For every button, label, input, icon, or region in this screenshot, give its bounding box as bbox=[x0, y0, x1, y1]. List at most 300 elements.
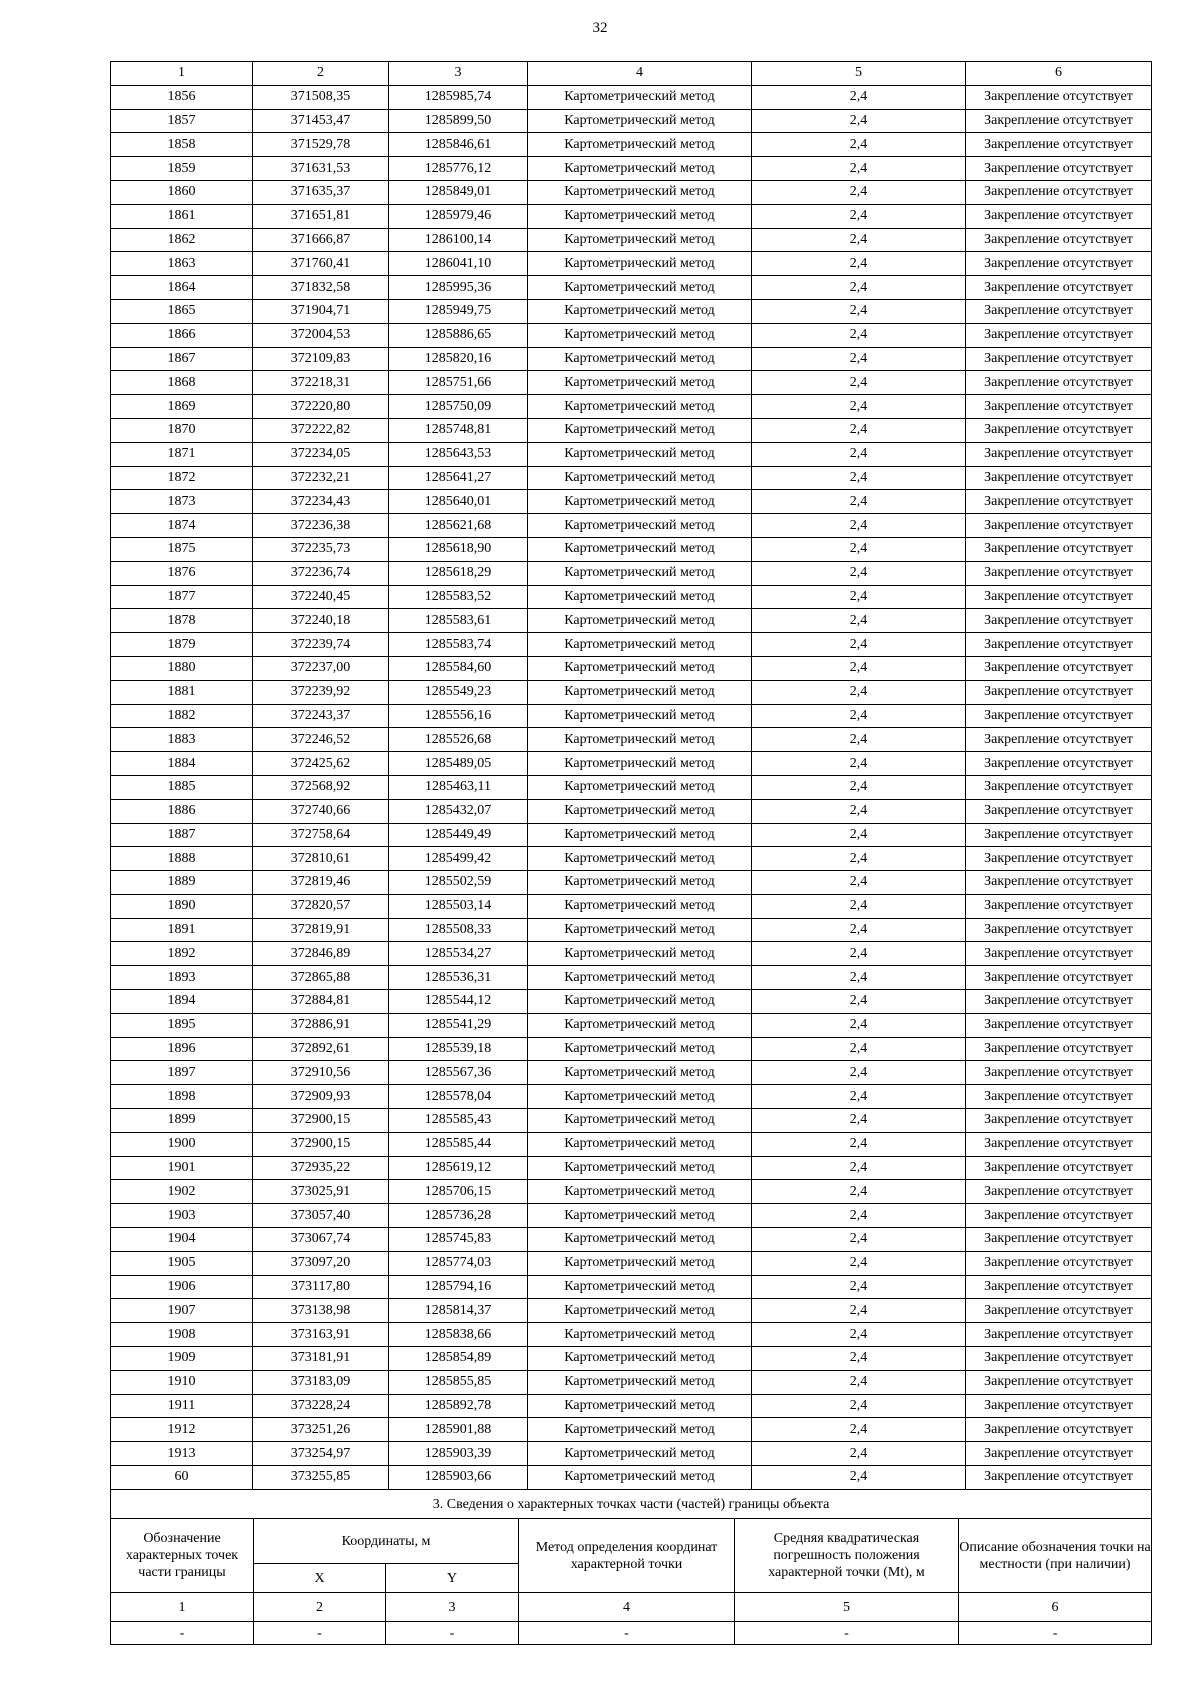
error-cell: 2,4 bbox=[752, 942, 966, 966]
table-row bbox=[111, 775, 1152, 799]
description-cell: Закрепление отсутствует bbox=[966, 704, 1152, 728]
error-cell: 2,4 bbox=[752, 1347, 966, 1371]
table-row bbox=[111, 1418, 1152, 1442]
y-coordinate-cell: 1285855,85 bbox=[389, 1370, 528, 1394]
method-cell: Картометрический метод bbox=[528, 728, 752, 752]
description-cell: Закрепление отсутствует bbox=[966, 1394, 1152, 1418]
point-number-cell: 1884 bbox=[111, 752, 253, 776]
point-number-cell: 1860 bbox=[111, 180, 253, 204]
description-cell: Закрепление отсутствует bbox=[966, 680, 1152, 704]
description-cell: Закрепление отсутствует bbox=[966, 180, 1152, 204]
point-number-cell: 1876 bbox=[111, 561, 253, 585]
error-cell: 2,4 bbox=[752, 371, 966, 395]
y-coordinate-cell: 1285979,46 bbox=[389, 204, 528, 228]
x-coordinate-cell: 371904,71 bbox=[253, 299, 389, 323]
error-cell: 2,4 bbox=[752, 1275, 966, 1299]
point-number-cell: 1889 bbox=[111, 871, 253, 895]
description-cell: Закрепление отсутствует bbox=[966, 656, 1152, 680]
method-cell: Картометрический метод bbox=[528, 442, 752, 466]
point-number-cell: 1908 bbox=[111, 1323, 253, 1347]
description-cell: Закрепление отсутствует bbox=[966, 395, 1152, 419]
y-coordinate-cell: 1285849,01 bbox=[389, 180, 528, 204]
description-cell: Закрепление отсутствует bbox=[966, 418, 1152, 442]
point-number-cell: 1868 bbox=[111, 371, 253, 395]
y-coordinate-cell: 1285774,03 bbox=[389, 1251, 528, 1275]
table-row bbox=[111, 418, 1152, 442]
y-coordinate-cell: 1286100,14 bbox=[389, 228, 528, 252]
table-row bbox=[111, 299, 1152, 323]
description-cell: Закрепление отсутствует bbox=[966, 728, 1152, 752]
method-cell: Картометрический метод bbox=[528, 1180, 752, 1204]
method-cell: Картометрический метод bbox=[528, 704, 752, 728]
error-cell: 2,4 bbox=[752, 752, 966, 776]
x-coordinate-cell: 372240,18 bbox=[253, 609, 389, 633]
description-cell: Закрепление отсутствует bbox=[966, 585, 1152, 609]
x-coordinate-cell: 372246,52 bbox=[253, 728, 389, 752]
point-number-cell: 1857 bbox=[111, 109, 253, 133]
table-row bbox=[111, 252, 1152, 276]
table-row bbox=[111, 1370, 1152, 1394]
x-coordinate-cell: 372232,21 bbox=[253, 466, 389, 490]
point-number-cell: 1886 bbox=[111, 799, 253, 823]
table-row bbox=[111, 942, 1152, 966]
y-coordinate-cell: 1285536,31 bbox=[389, 966, 528, 990]
table-row bbox=[111, 609, 1152, 633]
y-coordinate-cell: 1285432,07 bbox=[389, 799, 528, 823]
table-row bbox=[111, 228, 1152, 252]
x-coordinate-cell: 373138,98 bbox=[253, 1299, 389, 1323]
error-cell: 2,4 bbox=[752, 1132, 966, 1156]
method-cell: Картометрический метод bbox=[528, 228, 752, 252]
point-number-cell: 1907 bbox=[111, 1299, 253, 1323]
empty-cell: - bbox=[735, 1622, 959, 1645]
header-cell: 6 bbox=[966, 62, 1152, 86]
method-cell: Картометрический метод bbox=[528, 371, 752, 395]
parts-number-row bbox=[111, 1593, 1152, 1622]
error-cell: 2,4 bbox=[752, 1061, 966, 1085]
error-cell: 2,4 bbox=[752, 966, 966, 990]
empty-cell: - bbox=[254, 1622, 386, 1645]
description-cell: Закрепление отсутствует bbox=[966, 85, 1152, 109]
y-coordinate-cell: 1285503,14 bbox=[389, 894, 528, 918]
error-cell: 2,4 bbox=[752, 395, 966, 419]
description-cell: Закрепление отсутствует bbox=[966, 1228, 1152, 1252]
parts-empty-row bbox=[111, 1622, 1152, 1645]
header-designation: Обозначение характерных точек части границы bbox=[111, 1519, 254, 1593]
point-number-cell: 1902 bbox=[111, 1180, 253, 1204]
section-title: 3. Сведения о характерных точках части (частей) границы объекта bbox=[111, 1490, 1152, 1519]
point-number-cell: 1878 bbox=[111, 609, 253, 633]
y-coordinate-cell: 1285449,49 bbox=[389, 823, 528, 847]
table-row bbox=[111, 157, 1152, 181]
point-number-cell: 1883 bbox=[111, 728, 253, 752]
description-cell: Закрепление отсутствует bbox=[966, 109, 1152, 133]
point-number-cell: 1901 bbox=[111, 1156, 253, 1180]
table-row bbox=[111, 1085, 1152, 1109]
error-cell: 2,4 bbox=[752, 252, 966, 276]
table-row bbox=[111, 537, 1152, 561]
table-row bbox=[111, 656, 1152, 680]
description-cell: Закрепление отсутствует bbox=[966, 1466, 1152, 1490]
point-number-cell: 1874 bbox=[111, 514, 253, 538]
method-cell: Картометрический метод bbox=[528, 276, 752, 300]
method-cell: Картометрический метод bbox=[528, 680, 752, 704]
point-number-cell: 1873 bbox=[111, 490, 253, 514]
x-coordinate-cell: 372884,81 bbox=[253, 990, 389, 1014]
coordinates-table bbox=[110, 61, 1152, 1490]
method-cell: Картометрический метод bbox=[528, 918, 752, 942]
header-method: Метод определения координат характерной точки bbox=[519, 1519, 735, 1593]
y-coordinate-cell: 1285508,33 bbox=[389, 918, 528, 942]
description-cell: Закрепление отсутствует bbox=[966, 1299, 1152, 1323]
description-cell: Закрепление отсутствует bbox=[966, 894, 1152, 918]
method-cell: Картометрический метод bbox=[528, 157, 752, 181]
table-row bbox=[111, 894, 1152, 918]
method-cell: Картометрический метод bbox=[528, 561, 752, 585]
x-coordinate-cell: 373117,80 bbox=[253, 1275, 389, 1299]
y-coordinate-cell: 1285854,89 bbox=[389, 1347, 528, 1371]
x-coordinate-cell: 372740,66 bbox=[253, 799, 389, 823]
error-cell: 2,4 bbox=[752, 537, 966, 561]
error-cell: 2,4 bbox=[752, 1204, 966, 1228]
header-cell: 1 bbox=[111, 62, 253, 86]
y-coordinate-cell: 1285886,65 bbox=[389, 323, 528, 347]
y-coordinate-cell: 1285556,16 bbox=[389, 704, 528, 728]
y-coordinate-cell: 1285750,09 bbox=[389, 395, 528, 419]
table-row bbox=[111, 395, 1152, 419]
x-coordinate-cell: 373183,09 bbox=[253, 1370, 389, 1394]
y-coordinate-cell: 1285949,75 bbox=[389, 299, 528, 323]
method-cell: Картометрический метод bbox=[528, 1466, 752, 1490]
method-cell: Картометрический метод bbox=[528, 1156, 752, 1180]
x-coordinate-cell: 373067,74 bbox=[253, 1228, 389, 1252]
error-cell: 2,4 bbox=[752, 299, 966, 323]
method-cell: Картометрический метод bbox=[528, 109, 752, 133]
method-cell: Картометрический метод bbox=[528, 1442, 752, 1466]
description-cell: Закрепление отсутствует bbox=[966, 823, 1152, 847]
column-number: 2 bbox=[254, 1593, 386, 1622]
table-row bbox=[111, 966, 1152, 990]
table-row bbox=[111, 752, 1152, 776]
table-row bbox=[111, 1156, 1152, 1180]
method-cell: Картометрический метод bbox=[528, 847, 752, 871]
method-cell: Картометрический метод bbox=[528, 1228, 752, 1252]
description-cell: Закрепление отсутствует bbox=[966, 990, 1152, 1014]
error-cell: 2,4 bbox=[752, 1466, 966, 1490]
point-number-cell: 1869 bbox=[111, 395, 253, 419]
error-cell: 2,4 bbox=[752, 323, 966, 347]
table-row bbox=[111, 1442, 1152, 1466]
y-coordinate-cell: 1285838,66 bbox=[389, 1323, 528, 1347]
x-coordinate-cell: 372236,38 bbox=[253, 514, 389, 538]
point-number-cell: 1887 bbox=[111, 823, 253, 847]
parts-header-row bbox=[111, 1519, 1152, 1564]
error-cell: 2,4 bbox=[752, 1370, 966, 1394]
point-number-cell: 1862 bbox=[111, 228, 253, 252]
y-coordinate-cell: 1285995,36 bbox=[389, 276, 528, 300]
point-number-cell: 1903 bbox=[111, 1204, 253, 1228]
description-cell: Закрепление отсутствует bbox=[966, 299, 1152, 323]
description-cell: Закрепление отсутствует bbox=[966, 1061, 1152, 1085]
table-row bbox=[111, 85, 1152, 109]
table-row bbox=[111, 1466, 1152, 1490]
method-cell: Картометрический метод bbox=[528, 1251, 752, 1275]
y-coordinate-cell: 1285502,59 bbox=[389, 871, 528, 895]
description-cell: Закрепление отсутствует bbox=[966, 1013, 1152, 1037]
table-row bbox=[111, 347, 1152, 371]
error-cell: 2,4 bbox=[752, 347, 966, 371]
point-number-cell: 1870 bbox=[111, 418, 253, 442]
method-cell: Картометрический метод bbox=[528, 871, 752, 895]
error-cell: 2,4 bbox=[752, 133, 966, 157]
header-cell: 2 bbox=[253, 62, 389, 86]
error-cell: 2,4 bbox=[752, 442, 966, 466]
empty-cell: - bbox=[386, 1622, 519, 1645]
parts-points-table bbox=[110, 1489, 1152, 1645]
description-cell: Закрепление отсутствует bbox=[966, 1275, 1152, 1299]
point-number-cell: 1858 bbox=[111, 133, 253, 157]
description-cell: Закрепление отсутствует bbox=[966, 133, 1152, 157]
table-row bbox=[111, 1180, 1152, 1204]
error-cell: 2,4 bbox=[752, 847, 966, 871]
point-number-cell: 1899 bbox=[111, 1109, 253, 1133]
table-row bbox=[111, 1109, 1152, 1133]
y-coordinate-cell: 1285776,12 bbox=[389, 157, 528, 181]
point-number-cell: 1904 bbox=[111, 1228, 253, 1252]
y-coordinate-cell: 1285751,66 bbox=[389, 371, 528, 395]
x-coordinate-cell: 372237,00 bbox=[253, 656, 389, 680]
method-cell: Картометрический метод bbox=[528, 1418, 752, 1442]
description-cell: Закрепление отсутствует bbox=[966, 775, 1152, 799]
method-cell: Картометрический метод bbox=[528, 775, 752, 799]
description-cell: Закрепление отсутствует bbox=[966, 847, 1152, 871]
x-coordinate-cell: 371651,81 bbox=[253, 204, 389, 228]
table-row bbox=[111, 204, 1152, 228]
method-cell: Картометрический метод bbox=[528, 823, 752, 847]
y-coordinate-cell: 1285578,04 bbox=[389, 1085, 528, 1109]
x-coordinate-cell: 372900,15 bbox=[253, 1132, 389, 1156]
error-cell: 2,4 bbox=[752, 799, 966, 823]
error-cell: 2,4 bbox=[752, 1037, 966, 1061]
y-coordinate-cell: 1285541,29 bbox=[389, 1013, 528, 1037]
x-coordinate-cell: 372004,53 bbox=[253, 323, 389, 347]
point-number-cell: 1897 bbox=[111, 1061, 253, 1085]
description-cell: Закрепление отсутствует bbox=[966, 252, 1152, 276]
table-row bbox=[111, 918, 1152, 942]
method-cell: Картометрический метод bbox=[528, 299, 752, 323]
x-coordinate-cell: 372819,91 bbox=[253, 918, 389, 942]
table-row bbox=[111, 1394, 1152, 1418]
x-coordinate-cell: 371508,35 bbox=[253, 85, 389, 109]
y-coordinate-cell: 1285549,23 bbox=[389, 680, 528, 704]
error-cell: 2,4 bbox=[752, 633, 966, 657]
x-coordinate-cell: 373251,26 bbox=[253, 1418, 389, 1442]
method-cell: Картометрический метод bbox=[528, 1347, 752, 1371]
point-number-cell: 1892 bbox=[111, 942, 253, 966]
description-cell: Закрепление отсутствует bbox=[966, 514, 1152, 538]
x-coordinate-cell: 372846,89 bbox=[253, 942, 389, 966]
y-coordinate-cell: 1285583,52 bbox=[389, 585, 528, 609]
point-number-cell: 1898 bbox=[111, 1085, 253, 1109]
description-cell: Закрепление отсутствует bbox=[966, 442, 1152, 466]
x-coordinate-cell: 373097,20 bbox=[253, 1251, 389, 1275]
table-row bbox=[111, 871, 1152, 895]
y-coordinate-cell: 1285526,68 bbox=[389, 728, 528, 752]
description-cell: Закрепление отсутствует bbox=[966, 371, 1152, 395]
x-coordinate-cell: 372425,62 bbox=[253, 752, 389, 776]
table-row bbox=[111, 561, 1152, 585]
y-coordinate-cell: 1285585,44 bbox=[389, 1132, 528, 1156]
y-coordinate-cell: 1285985,74 bbox=[389, 85, 528, 109]
y-coordinate-cell: 1286041,10 bbox=[389, 252, 528, 276]
x-coordinate-cell: 372109,83 bbox=[253, 347, 389, 371]
point-number-cell: 1861 bbox=[111, 204, 253, 228]
point-number-cell: 1911 bbox=[111, 1394, 253, 1418]
y-coordinate-cell: 1285903,66 bbox=[389, 1466, 528, 1490]
y-coordinate-cell: 1285583,61 bbox=[389, 609, 528, 633]
error-cell: 2,4 bbox=[752, 704, 966, 728]
x-coordinate-cell: 372239,74 bbox=[253, 633, 389, 657]
method-cell: Картометрический метод bbox=[528, 85, 752, 109]
point-number-cell: 1905 bbox=[111, 1251, 253, 1275]
table-row bbox=[111, 1204, 1152, 1228]
y-coordinate-cell: 1285846,61 bbox=[389, 133, 528, 157]
x-coordinate-cell: 373254,97 bbox=[253, 1442, 389, 1466]
error-cell: 2,4 bbox=[752, 656, 966, 680]
error-cell: 2,4 bbox=[752, 775, 966, 799]
description-cell: Закрепление отсутствует bbox=[966, 871, 1152, 895]
method-cell: Картометрический метод bbox=[528, 204, 752, 228]
y-coordinate-cell: 1285640,01 bbox=[389, 490, 528, 514]
point-number-cell: 1879 bbox=[111, 633, 253, 657]
point-number-cell: 1909 bbox=[111, 1347, 253, 1371]
method-cell: Картометрический метод bbox=[528, 966, 752, 990]
table-row bbox=[111, 823, 1152, 847]
y-coordinate-cell: 1285567,36 bbox=[389, 1061, 528, 1085]
x-coordinate-cell: 371453,47 bbox=[253, 109, 389, 133]
description-cell: Закрепление отсутствует bbox=[966, 1370, 1152, 1394]
table-row bbox=[111, 1251, 1152, 1275]
y-coordinate-cell: 1285643,53 bbox=[389, 442, 528, 466]
point-number-cell: 1891 bbox=[111, 918, 253, 942]
x-coordinate-cell: 372910,56 bbox=[253, 1061, 389, 1085]
point-number-cell: 1906 bbox=[111, 1275, 253, 1299]
table-row bbox=[111, 514, 1152, 538]
error-cell: 2,4 bbox=[752, 1323, 966, 1347]
method-cell: Картометрический метод bbox=[528, 1132, 752, 1156]
method-cell: Картометрический метод bbox=[528, 1061, 752, 1085]
error-cell: 2,4 bbox=[752, 204, 966, 228]
y-coordinate-cell: 1285585,43 bbox=[389, 1109, 528, 1133]
description-cell: Закрепление отсутствует bbox=[966, 204, 1152, 228]
header-error: Средняя квадратическая погрешность положения характерной точки (Mt), м bbox=[735, 1519, 959, 1593]
error-cell: 2,4 bbox=[752, 990, 966, 1014]
error-cell: 2,4 bbox=[752, 585, 966, 609]
y-coordinate-cell: 1285621,68 bbox=[389, 514, 528, 538]
x-coordinate-cell: 371635,37 bbox=[253, 180, 389, 204]
description-cell: Закрепление отсутствует bbox=[966, 561, 1152, 585]
error-cell: 2,4 bbox=[752, 823, 966, 847]
point-number-cell: 1881 bbox=[111, 680, 253, 704]
x-coordinate-cell: 372900,15 bbox=[253, 1109, 389, 1133]
point-number-cell: 1882 bbox=[111, 704, 253, 728]
point-number-cell: 60 bbox=[111, 1466, 253, 1490]
x-coordinate-cell: 373057,40 bbox=[253, 1204, 389, 1228]
y-coordinate-cell: 1285618,29 bbox=[389, 561, 528, 585]
y-coordinate-cell: 1285901,88 bbox=[389, 1418, 528, 1442]
point-number-cell: 1880 bbox=[111, 656, 253, 680]
x-coordinate-cell: 372568,92 bbox=[253, 775, 389, 799]
table-header-row bbox=[111, 62, 1152, 86]
x-coordinate-cell: 371666,87 bbox=[253, 228, 389, 252]
table-row bbox=[111, 276, 1152, 300]
section-title-row bbox=[111, 1490, 1152, 1519]
column-number: 1 bbox=[111, 1593, 254, 1622]
method-cell: Картометрический метод bbox=[528, 585, 752, 609]
error-cell: 2,4 bbox=[752, 418, 966, 442]
description-cell: Закрепление отсутствует bbox=[966, 1347, 1152, 1371]
y-coordinate-cell: 1285499,42 bbox=[389, 847, 528, 871]
y-coordinate-cell: 1285892,78 bbox=[389, 1394, 528, 1418]
point-number-cell: 1895 bbox=[111, 1013, 253, 1037]
error-cell: 2,4 bbox=[752, 918, 966, 942]
description-cell: Закрепление отсутствует bbox=[966, 1251, 1152, 1275]
description-cell: Закрепление отсутствует bbox=[966, 1037, 1152, 1061]
x-coordinate-cell: 372235,73 bbox=[253, 537, 389, 561]
method-cell: Картометрический метод bbox=[528, 1085, 752, 1109]
description-cell: Закрепление отсутствует bbox=[966, 752, 1152, 776]
error-cell: 2,4 bbox=[752, 1228, 966, 1252]
table-row bbox=[111, 133, 1152, 157]
error-cell: 2,4 bbox=[752, 228, 966, 252]
x-coordinate-cell: 372218,31 bbox=[253, 371, 389, 395]
point-number-cell: 1859 bbox=[111, 157, 253, 181]
point-number-cell: 1866 bbox=[111, 323, 253, 347]
x-coordinate-cell: 372234,43 bbox=[253, 490, 389, 514]
table-row bbox=[111, 109, 1152, 133]
point-number-cell: 1885 bbox=[111, 775, 253, 799]
table-row bbox=[111, 371, 1152, 395]
y-coordinate-cell: 1285903,39 bbox=[389, 1442, 528, 1466]
description-cell: Закрепление отсутствует bbox=[966, 609, 1152, 633]
header-coordinates: Координаты, м bbox=[254, 1519, 519, 1564]
description-cell: Закрепление отсутствует bbox=[966, 1418, 1152, 1442]
method-cell: Картометрический метод bbox=[528, 633, 752, 657]
method-cell: Картометрический метод bbox=[528, 1109, 752, 1133]
table-row bbox=[111, 585, 1152, 609]
method-cell: Картометрический метод bbox=[528, 990, 752, 1014]
error-cell: 2,4 bbox=[752, 1299, 966, 1323]
x-coordinate-cell: 372810,61 bbox=[253, 847, 389, 871]
method-cell: Картометрический метод bbox=[528, 609, 752, 633]
error-cell: 2,4 bbox=[752, 1156, 966, 1180]
x-coordinate-cell: 372935,22 bbox=[253, 1156, 389, 1180]
table-row bbox=[111, 1275, 1152, 1299]
header-cell: 4 bbox=[528, 62, 752, 86]
y-coordinate-cell: 1285899,50 bbox=[389, 109, 528, 133]
description-cell: Закрепление отсутствует bbox=[966, 1132, 1152, 1156]
point-number-cell: 1872 bbox=[111, 466, 253, 490]
empty-cell: - bbox=[959, 1622, 1152, 1645]
method-cell: Картометрический метод bbox=[528, 1204, 752, 1228]
error-cell: 2,4 bbox=[752, 1109, 966, 1133]
x-coordinate-cell: 371529,78 bbox=[253, 133, 389, 157]
y-coordinate-cell: 1285539,18 bbox=[389, 1037, 528, 1061]
y-coordinate-cell: 1285619,12 bbox=[389, 1156, 528, 1180]
point-number-cell: 1890 bbox=[111, 894, 253, 918]
column-number: 3 bbox=[386, 1593, 519, 1622]
error-cell: 2,4 bbox=[752, 1418, 966, 1442]
